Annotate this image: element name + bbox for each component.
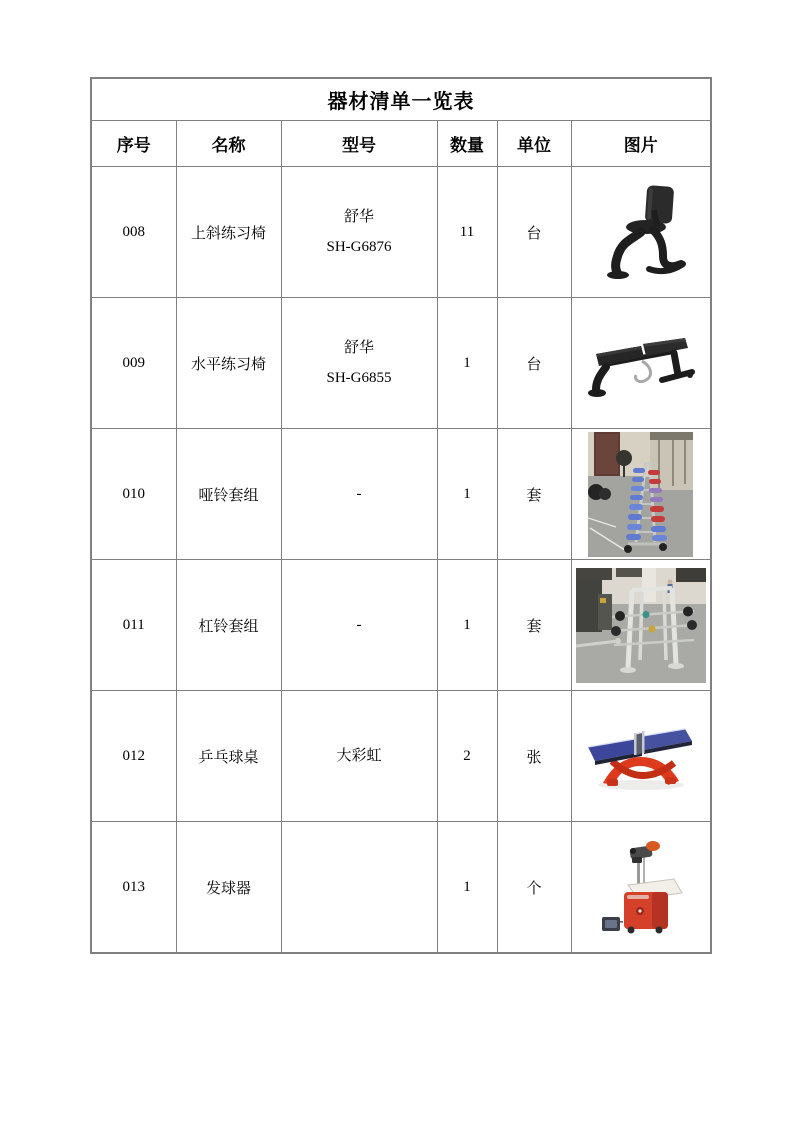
row-qty: 1 [437,429,497,560]
col-header-name: 名称 [176,121,281,167]
col-header-model: 型号 [281,121,437,167]
row-qty: 1 [437,822,497,954]
row-model [281,167,437,298]
row-image-cell [571,167,711,298]
document-page [90,77,712,954]
row-model [281,691,437,822]
row-name: 水平练习椅 [176,298,281,429]
row-unit: 套 [497,429,571,560]
row-image-cell [571,691,711,822]
row-no: 008 [91,167,176,298]
row-name: 乒乓球桌 [176,691,281,822]
model-line1: 大彩虹 [336,748,382,764]
row-model [281,560,437,691]
barbell-set-rack-image [576,568,706,683]
row-image-cell [571,822,711,954]
row-no: 013 [91,822,176,954]
row-name: 杠铃套组 [176,560,281,691]
row-name: 发球器 [176,822,281,954]
row-name: 哑铃套组 [176,429,281,560]
table-header-row [91,121,711,167]
table-title-row [91,78,711,121]
table-tennis-table-image [583,717,698,795]
model-line1: - [356,617,362,633]
model-line1: 舒华 [343,209,374,225]
col-header-no: 序号 [91,121,176,167]
model-line2: SH-G6855 [326,370,392,386]
row-image-cell [571,298,711,429]
incline-exercise-chair-image [591,180,691,285]
flat-exercise-bench-image [586,317,696,409]
model-line2: SH-G6876 [326,239,392,255]
row-image-cell [571,560,711,691]
table-row [91,560,711,691]
row-qty: 1 [437,298,497,429]
row-no: 010 [91,429,176,560]
row-qty: 1 [437,560,497,691]
row-unit: 套 [497,560,571,691]
row-unit: 张 [497,691,571,822]
table-row [91,691,711,822]
row-unit: 台 [497,298,571,429]
col-header-image: 图片 [571,121,711,167]
row-model [281,822,437,954]
table-row [91,822,711,954]
col-header-qty: 数量 [437,121,497,167]
row-qty: 11 [437,167,497,298]
ball-serving-machine-image [596,837,686,937]
row-no: 011 [91,560,176,691]
model-line1: - [356,486,362,502]
table-row [91,429,711,560]
col-header-unit: 单位 [497,121,571,167]
row-no: 009 [91,298,176,429]
row-no: 012 [91,691,176,822]
row-qty: 2 [437,691,497,822]
row-unit: 个 [497,822,571,954]
table-row [91,298,711,429]
row-image-cell [571,429,711,560]
table-row [91,167,711,298]
row-model [281,298,437,429]
table-title: 器材清单一览表 [91,78,711,121]
equipment-table [90,77,712,954]
dumbbell-set-rack-image [588,432,693,557]
row-model [281,429,437,560]
row-name: 上斜练习椅 [176,167,281,298]
model-line1: 舒华 [343,340,374,356]
row-unit: 台 [497,167,571,298]
